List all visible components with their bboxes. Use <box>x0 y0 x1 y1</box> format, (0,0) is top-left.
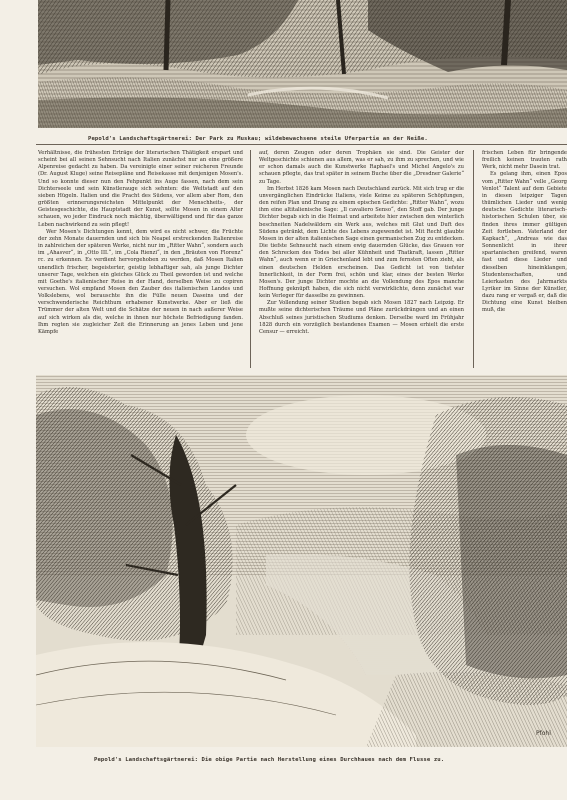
paragraph: auf, deren Zeugen oder deren Trophäen sie sind. Die Geister der Weltgeschichte schienen aus allem, was er sah, zu ihm zu sprechen, und wie er schon damals auch die Kunstwerke Raphael's und Michel Angelo's zu schauen pflegte, das trat später in seinem Buche über die „Dresdner Galerie“ zu Tage. <box>259 150 464 185</box>
paragraph: Verhältnisse, die frühesten Erträge der literarischen Thätigkeit erspart und scheint bei all seinen Sehnsucht nach Italien zunächst nur an eine größere Alpenreise gedacht zu haben. Da vereinigte einer seiner reicheren Freunde (Dr. August Kluge) seine Reisepläne und Reisekasse mit denjenigen Mosen's. Und so konnte dieser nun den Fehpunkt ins Auge fassen, nach dem sein Dichterseele und sein Künstlerauge sich sehnten: die Weltstadt auf den sieben Hügeln. Italien und die Pracht des Südens, vor allem aber Rom, den größten erinnerungsreichsten Mittelpunkt der Menschheits-, der Geistesgeschichte, die Hauptstadt der Kunst, sollte Mosen in einem Alter schauen, wo jeder Eindruck noch mächtig, überwältigend und für das ganze Leben nachwirkend zu sein pflegt! <box>38 150 243 228</box>
caption-bottom: Pepold's Landschaftsgärtnerei: Die obige Partie nach Herstellung eines Durchhaues nach dem Flusse zu. <box>94 757 445 763</box>
engraving-river-view <box>36 375 567 747</box>
text-column-3 <box>482 150 567 372</box>
paragraph: Wer Mosen's Dichtungen kennt, dem wird es nicht schwer, die Früchte der zehn Monate dauernden und sich bis Neapel erstreckenden Italienreise in zahlreichen der späteren Werke, nicht nur im „Ritter Wahn“, sondern auch im „Ahasver“, in „Otto III.“, im „Cola Rienzi“, in den „Bräuten von Florenz“ rc. zu erkennen. Es verdient hervorgehoben zu werden, daß Mosen Italien unendlich frischer, begeisterter, geistig lebhaftiger sah, als junge Dichter unserer Tage, welchen ein gleiches Glück zu Theil geworden ist und welche mit Goethe's italienischer Reise in der Hand, derselben Weise zu copiren versuchen. Wol empfand Mosen den Zauber des italienischen Landes und Volkslebens, wol berauschte ihn die Fülle neuen Daseins und der verschwenderische Reichthum erhabener Kunstwerke. Aber er ließ die Trümmer der alten Welt und die Schätze der neuen in nach außerer Weise auf sich wirken als die, welche in ihnen nur höchste Befriedigung fanden. Ihm regten sie zugleicher Zeit die Erinnerung an jenes Leben und jene Kämpfe <box>38 228 243 335</box>
text-column-2 <box>259 150 464 372</box>
paragraph: Im Herbst 1826 kam Mosen nach Deutschland zurück. Mit sich trug er die unvergänglichen Eindrücke Italiens, viele Keime zu späteren Schöpfungen, den reifen Plan und Drang zu einem epischen Gedichte: „Ritter Wahn“, wozu ihm eine altitalienische Sage: „Il cavaliero Senso“, den Stoff gab. Der junge Dichter begab sich in die Heimat und arbeitete hier zwischen den winterlich beschneiten Nadelwäldern ein Werk aus, welches mit Glut und Duft des Südens getränkt, dem Lichte des Lebens zugewendet ist. Mit Recht glaubte Mosen in der alten italienischen Sage einen germanischen Zug zu entdecken. Die tiefste Sehnsucht nach einem ewig dauernden Glücke, das Grauen vor den Schrecken des Todes bei aller Kühnheit und Thatkraft, lassen „Ritter Wahn“, auch wenn er in Griechenland lebt und zum fernsten Often zieht, als einen deutschen Helden erscheinen. Das Gedicht ist von tiefster Innerlichkeit, in der Form frei, schön und klar, eines der besten Werke Mosen's. Der junge Dichter mochte an die Vollendung des Epos manche Hoffnung geknüpft haben, die sich nicht verwirklichte, denn zunächst war kein Verleger für dasselbe zu gewinnen. <box>259 185 464 300</box>
paragraph: Es gelang ihm, einen Epos vom „Ritter Wahn“ velle „Georg Venlot“ Talent auf dem Gebiete in diesen leipziger Tagen thümlichen Lieder und wenig deutsche Gedichte literarisch-historischen Schulen über, sie finden ihres immer gültigen Zeit fortleben. Vaterland der Kapkach“, „Andreas wie das Sonnenlicht in ihrer spartanischen greifend, waren fast und diese Lieder und dieselben hineinklangen, Studentenschaften, und Leierkasten des Jahrmarkts Lyriker im Sinne der Künstler, dazu rang er vergaß er, daß die Dichtung eine Kunst bleiben muß, die <box>482 171 567 314</box>
paragraph: Zur Vollendung seiner Studien begab sich Mosen 1827 nach Leipzig. Er mußte seine dichterischen Träume und Pläne zurückdrängen und an einen Abschluß seines juristischen Studiums denken. Derselbe ward im Frühjahr 1828 durch ein vorzüglich bestandenes Examen — Mosen erhielt die erste Censur — erreicht. <box>259 300 464 335</box>
column-divider <box>250 150 251 368</box>
header-rule <box>36 144 567 145</box>
caption-top: Pepold's Landschaftsgärtnerei: Der Park zu Muskau; wildebewachsene steile Uferpartie an der Neiße. <box>88 136 428 142</box>
engraving-top-art <box>38 0 567 128</box>
text-column-1 <box>38 150 243 372</box>
engraving-bottom-art <box>36 375 567 747</box>
paragraph: frischen Leben für bringende freilich keinen trauten rath Werk, nicht mehr Dasein trat. <box>482 150 567 171</box>
column-divider <box>473 150 474 368</box>
engraving-riverbank-wild <box>38 0 567 128</box>
engraver-signature: Pfohl <box>536 730 551 737</box>
